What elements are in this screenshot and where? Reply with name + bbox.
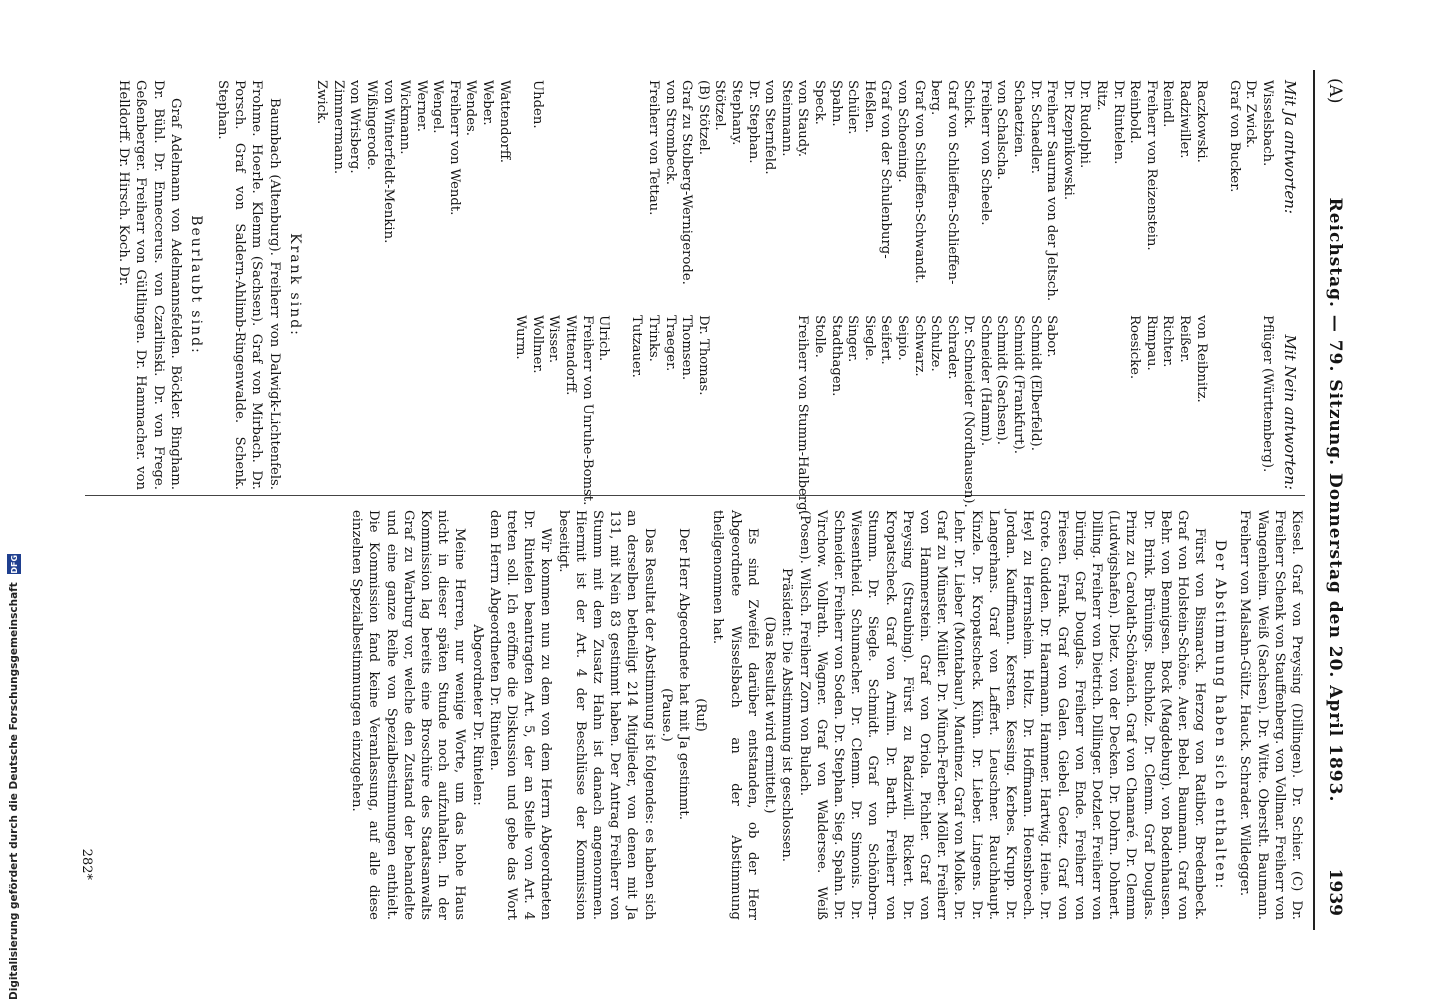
no-name-list xyxy=(512,315,1275,515)
no-voter-name xyxy=(711,315,728,515)
yes-voter-name: Dr. Stephan. xyxy=(745,80,761,164)
no-voter-name: Ulrich. xyxy=(596,315,612,362)
no-voter-name: von Reibnitz. xyxy=(1193,315,1209,403)
no-voter-name xyxy=(1209,315,1226,515)
yes-voter-name: Werner. xyxy=(413,80,429,132)
yes-voter-name: Wattendorff. xyxy=(496,80,512,163)
yes-voter-name: Reindl. xyxy=(1160,80,1176,128)
page-number: 1939 xyxy=(1325,868,1345,916)
vote-name-lists xyxy=(512,80,1275,515)
no-voter-name: Schulze. xyxy=(928,315,944,372)
digitization-credit xyxy=(2,0,26,1000)
yes-heading: Mit Ja antworten: xyxy=(1281,80,1299,214)
yes-voter-name xyxy=(1209,80,1226,301)
no-voter-name xyxy=(744,315,761,515)
yes-voter-name: Dr. Zwick. xyxy=(1243,80,1259,149)
sick-heading: Krank sind: xyxy=(286,233,303,337)
speaker-paragraph: Meine Herren, nur wenige Worte, um das hohe Haus nicht in dieser späten Stunde noch aufzuhalten. In der Kommission lag bereits eine Broschüre des Staatsanwalts Graf zu Warburg vor, welche den Zustand der behandelte und eine ganze Reihe von Spezialbestimmungen enthielt. Die Kommission fand keine Veranlassung, auf alle diese einzelnen Spezialbestimmungen einzugehen. xyxy=(349,510,468,920)
no-voter-name: Wisser. xyxy=(546,315,562,364)
member-note: Der Herr Abgeordnete hat mit Ja gestimmt. xyxy=(676,528,692,820)
dfg-logo: DFG xyxy=(7,554,21,574)
yes-voter-name: Spahn. xyxy=(828,80,844,127)
next-item-paragraph: Wir kommen nun zu dem von dem Herrn Abgeordneten Dr. Rintelen beantragten Art. 5, der an Stelle von Art. 4 treten soll. Ich eröffne die Diskussion und gebe das Wort dem Herrn Abgeordneten Dr. Rintelen. xyxy=(486,510,554,920)
running-header xyxy=(1313,70,1355,930)
no-voter-name: Richter. xyxy=(1160,315,1176,368)
speaker-heading: Abgeordneter Dr. Rintelen: xyxy=(469,624,485,806)
yes-voter-name: von Schalscha. xyxy=(994,80,1010,180)
yes-voter-name: Wißingerode. xyxy=(363,80,379,170)
yes-voter-name: Uhden. xyxy=(529,80,545,129)
yes-voter-name: von Staudy. xyxy=(795,80,811,158)
yes-voter-name: Graf von der Schulenburg- xyxy=(878,80,894,259)
abstain-text: Fürst von Bismarck. Herzog von Ratibor. Bredenbeck. Graf von Holstein-Schöne. Auer. Bebel. Baumann. Graf von Behr. von Bennigsen. Bock (Magdeburg). von Bodenhausen. Dr. Brink. Brünings. Buchholz. Dr. Clemm. Graf Douglas. Prinz zu Carolath-Schönaich. Graf von Chamaré. Dr. Clemm (Ludwigshafen). Dietz. von der Decken. Dr. Dohrn. Dohnert. Dilling. Freiherr von Dietrich. Dillinger. Dotzler. Freiherr von Düring. Graf Douglas. Freiherr von Ende. Freiherr von Friesen. Frank. Graf von Galen. Giebel. Goetz. Graf von Grote. Gudden. Dr. Haarmann. Hammer. Hartwig. Heine. Dr. Heyl zu Herrnsheim. Holtz. Dr. Hoffmann. Hoensbroech. Jordan. Kauffmann. Kersten. Kessing. Kerbes. Krupp. Dr. Langerhans. Graf von Laffert. Leuschner. Rauchhaupt. Kinzle. Dr. Kropatscheck. Kühn. Dr. Lieber. Lingens. Dr. Lehr. Dr. Lieber (Montabaur). Mantinez. Graf von Molke. Dr. Graf zu Münster. Müller. Dr. Münch-Ferber. Möller. Freiherr von Hammerstein. Graf von Oriola. Pichler. Graf von Preysing (Straubing). Fürst zu Radziwill. Rickert. Dr. Kropatscheck. Graf von Arnim. Dr. Barth. Freiherr von Stumm. Dr. Siegle. Schmidt. Graf von Schönborn-Wiesentheid. Schumacher. Dr. Clemm. Dr. Simonis. Dr. Schneider. Freiherr von Soden. Dr. Stephan. Sieg. Spahn. Dr. Virchow. Vollrath. Wagner. Graf von Waldersee. Weiß (Posen). Wilsch. Freiherr Zorn von Bulach. xyxy=(796,510,1208,920)
no-voter-name xyxy=(1225,315,1242,515)
no-voter-name: Dr. Schneider (Nordhausen). xyxy=(961,315,977,508)
no-voter-name: Siegle. xyxy=(861,315,877,361)
no-voter-name: Schrader. xyxy=(944,315,960,380)
no-voter-name: Tutzauer. xyxy=(629,315,645,378)
yes-voter-name xyxy=(545,80,562,301)
no-voter-name: Reißer. xyxy=(1177,315,1193,363)
no-voter-name xyxy=(1242,315,1259,515)
result-paragraph: Das Resultat der Abstimmung ist folgendes: es haben sich an derselben betheiligt 214 Mitglieder, von denen mit Ja 131, mit Nein 83 gestimmt haben. Der Antrag Freiherr von Stumm mit dem Zusatz Hahn ist danach angenommen. Hiermit ist der Art. 4 der Beschlüsse der Kommission beseitigt. xyxy=(555,510,657,920)
yes-voter-name: Graf von Schlieffen-Schlieffen- xyxy=(944,80,960,285)
no-voter-name: Wollmer. xyxy=(529,315,545,374)
yes-voter-name: Steinmann. xyxy=(778,80,794,157)
no-voter-name: Singer. xyxy=(845,315,861,363)
yes-voter-name: Reinbold. xyxy=(1127,80,1143,144)
yes-voter-name: Graf zu Stolberg-Wernigerode. xyxy=(679,80,695,285)
yes-voter-name: berg. xyxy=(928,80,944,116)
yes-voter-name: Dr. Rintelen. xyxy=(1110,80,1126,165)
no-voter-name xyxy=(1109,315,1126,515)
no-voter-name: Schwarz. xyxy=(911,315,927,377)
yes-voter-name: Freiherr Saurma von der Jeltsch. xyxy=(1044,80,1060,302)
no-voter-name: Wurm. xyxy=(513,315,529,360)
no-voter-name: Schmidt (Sachsen). xyxy=(994,315,1010,445)
yes-voter-name: Weber. xyxy=(480,80,496,126)
leave-text: Graf Adelmann von Adelmannsfelden. Böckler. Bingham. Dr. Bühl. Dr. Enneccerus. von Czarlinski. Dr. von Frege. Geßenberger. Freiherr von Gültlingen. Dr. Hammacher. von Helldorff. Dr. Hirsch. Koch. Dr. xyxy=(116,80,183,490)
credit-text: Digitalisierung gefördert durch die Deutsche Forschungsgemeinschaft xyxy=(8,582,20,1000)
no-voter-name xyxy=(1092,315,1109,515)
yes-voter-name xyxy=(578,80,595,301)
yes-voter-name: von Strombeck. xyxy=(662,80,678,185)
sick-text: Baumbach (Altenburg). Freiherr von Dalwigk-Lichtenfels. Frohme. Hoerle. Klemm (Sachsen). Graf von Mirbach. Dr. Porsch. Graf von Saldern-Ahlimb-Ringenwalde. Schenk. Stephan. xyxy=(214,80,282,490)
no-voter-name: Trinks. xyxy=(646,315,662,362)
yes-voter-name xyxy=(628,80,645,301)
no-voter-name xyxy=(727,315,744,515)
pause-note: (Pause.) xyxy=(658,688,674,742)
yes-voter-name: Graf von Schlieffen-Schwandt. xyxy=(911,80,927,284)
yes-voter-name xyxy=(595,80,612,301)
doubt-note: Es sind Zweifel darüber entstanden, ob der Herr Abgeordnete Wisselsbach an der Abstimmung theilgenommen hat. xyxy=(710,510,760,920)
no-voter-name: Seifert. xyxy=(878,315,894,365)
no-voter-name: Roesicke. xyxy=(1127,315,1143,380)
president-statement: Präsident: Die Abstimmung ist geschlossen. xyxy=(779,568,795,862)
yes-voter-name: Freiherr von Tettau. xyxy=(646,80,662,216)
no-voter-name xyxy=(1059,315,1076,515)
yes-voter-name: Wickmann. xyxy=(397,80,413,155)
yes-voter-name: Stephany. xyxy=(729,80,744,146)
no-voter-name: Traeger. xyxy=(662,315,678,372)
no-voter-name xyxy=(1076,315,1093,515)
no-voter-name: Schneider (Hamm). xyxy=(977,315,993,447)
left-column xyxy=(71,80,1305,515)
yes-voter-name: (B) Stötzel. xyxy=(695,80,711,155)
yes-voter-name: Dr. Rudolphi. xyxy=(1077,80,1093,169)
vote-headings xyxy=(1281,80,1299,490)
yes-voter-name: von Wrisberg. xyxy=(347,80,363,174)
yes-voter-name: Radziwiller. xyxy=(1177,80,1193,159)
footer-signature: 282* xyxy=(79,848,94,880)
no-voter-name xyxy=(761,315,778,515)
no-voter-name: Wittendorff. xyxy=(563,315,579,396)
yes-voter-name: Stötzel. xyxy=(712,80,728,131)
no-voter-name: Sabor. xyxy=(1044,315,1060,358)
yes-voter-name: Freiherr von Scheele. xyxy=(977,80,993,226)
yes-voter-name: Wisselsbach. xyxy=(1260,80,1275,167)
page-title: Reichstag. — 79. Sitzung. Donnerstag den 20. April 1893. xyxy=(1325,197,1345,803)
yes-voter-name: Graf von Bucker. xyxy=(1226,80,1242,193)
leave-continued: Kiesel. Graf von Preysing (Dillingen). Dr. Schier. (C) Dr. Freiherr Schenk von Stauffenberg. von Vollmar. Freiherr von Wangenheim. Weiß (Sachsen). Dr. Witte. Oberstlt. Baumann. Freiherr von Malsahn-Gültz. Hauck. Schrader. Wildegger. xyxy=(1237,510,1304,920)
no-voter-name: Freiherr von Stumm-Halberg. xyxy=(795,315,811,515)
margin-marker-a: (A) xyxy=(1325,78,1345,104)
no-voter-name: Rimpau. xyxy=(1143,315,1159,371)
no-voter-name: Stadthagen. xyxy=(828,315,844,397)
yes-voter-name: Schaetzien. xyxy=(1011,80,1027,158)
yes-voter-name: von Winterfeldt-Menkin. xyxy=(380,80,396,244)
no-voter-name: Thomsen. xyxy=(679,315,695,381)
no-voter-name: Schmidt (Frankfurt). xyxy=(1011,315,1027,454)
yes-voter-name: Ritz. xyxy=(1094,80,1110,111)
yes-voter-name: Dr. Rzepnikowski. xyxy=(1060,80,1076,201)
yes-voter-name: Wendes. xyxy=(463,80,479,136)
no-voter-name xyxy=(777,315,794,515)
yes-voter-name: Dr. Schaedler. xyxy=(1027,80,1043,174)
right-column xyxy=(71,510,1305,920)
no-voter-name: Schmidt (Elberfeld). xyxy=(1027,315,1043,451)
call-note: (Ruf) xyxy=(693,698,709,732)
yes-voter-name: Freiherr von Reizenstein. xyxy=(1143,80,1159,251)
no-voter-name xyxy=(611,315,628,515)
yes-voter-name: Schick. xyxy=(961,80,977,129)
no-voter-name: Seipio. xyxy=(894,315,910,361)
result-pending: (Das Resultat wird ermittelt.) xyxy=(762,616,778,814)
more-yes-list xyxy=(313,80,512,490)
abstain-heading: Der Abstimmung haben sich enthalten: xyxy=(1212,539,1229,891)
yes-name-list xyxy=(512,80,1275,301)
yes-voter-name: Zwick. xyxy=(314,80,330,125)
leave-heading: Beurlaubt sind: xyxy=(187,215,204,355)
yes-voter-name: Freiherr von Wendt. xyxy=(446,80,462,216)
page-sheet xyxy=(71,70,1361,930)
yes-voter-name: Schüler. xyxy=(845,80,861,135)
no-voter-name: Freiherr von Unruhe-Bomst. xyxy=(579,315,595,506)
no-voter-name: Stolle. xyxy=(811,315,827,358)
yes-voter-name: Raczkowski. xyxy=(1193,80,1209,163)
yes-voter-name: von Sternfeld. xyxy=(762,80,778,175)
yes-voter-name: Zimmermann. xyxy=(330,80,346,175)
yes-voter-name: Heßlen. xyxy=(861,80,877,133)
yes-voter-name xyxy=(561,80,578,301)
yes-voter-name xyxy=(611,80,628,301)
no-voter-name: Dr. Thomas. xyxy=(695,315,711,396)
no-heading: Mit Nein antworten: xyxy=(1281,334,1299,490)
yes-voter-name: Wengel. xyxy=(430,80,446,134)
yes-voter-name: Speck. xyxy=(811,80,827,125)
yes-voter-name: von Schoening. xyxy=(894,80,910,183)
no-voter-name: Pflüger (Württemberg). xyxy=(1260,315,1275,473)
